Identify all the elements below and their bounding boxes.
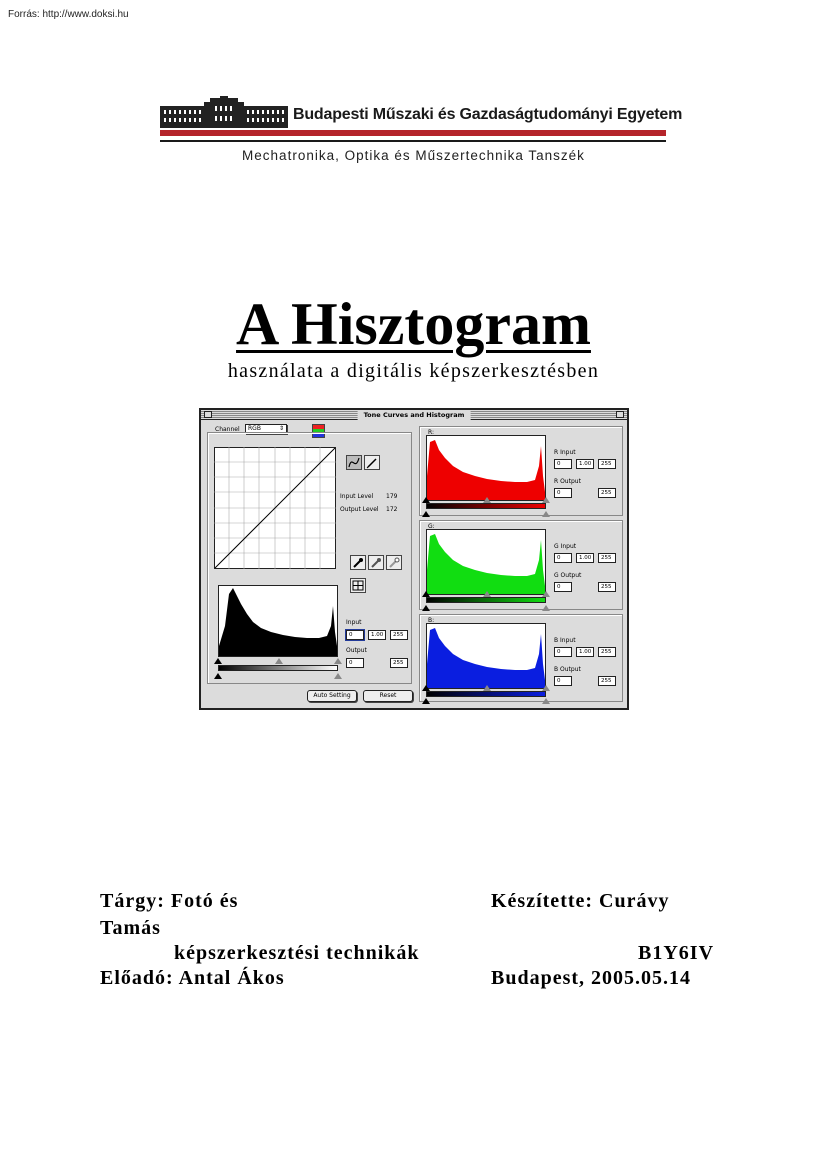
channel-output-black-field[interactable]: 0 [554,488,572,498]
output-gradient-bar [218,665,338,671]
black-point-dropper[interactable] [350,555,366,570]
output-white-slider[interactable] [334,673,342,679]
author-line-2: Tamás [100,917,161,939]
histogram-gray-slider[interactable] [275,658,283,664]
channel-output-label: G Output [554,572,582,579]
university-building-logo [160,96,288,128]
channel-output-black-field[interactable]: 0 [554,582,572,592]
channel-input-white-field[interactable]: 255 [598,553,616,563]
channel-panel [419,614,623,702]
channel-input-black-field[interactable]: 0 [554,459,572,469]
output-level-value: 172 [386,506,398,513]
histogram-white-slider[interactable] [334,658,342,664]
source-note: Forrás: http://www.doksi.hu [8,9,129,20]
channel-input-gamma-field[interactable]: 1.00 [576,647,594,657]
pencil-icon [365,456,379,469]
channel-panel-label: G: [428,523,435,530]
output-black-field[interactable]: 0 [346,658,364,668]
channel-gradient-bar [426,691,546,697]
grid-icon [351,579,365,592]
channel-output-black-slider[interactable] [422,511,430,517]
channel-output-white-field[interactable]: 255 [598,488,616,498]
channel-select-value: RGB [248,425,261,432]
eyedropper-white-icon [387,556,401,569]
channel-input-label: B Input [554,637,576,644]
window-title-bar [201,410,627,420]
channel-gradient-bar [426,597,546,603]
channel-output-black-slider[interactable] [422,698,430,704]
gray-point-dropper[interactable] [368,555,384,570]
channel-panel [419,520,623,610]
university-name: Budapesti Műszaki és Gazdaságtudományi Egyetem [293,106,683,123]
header-divider [160,140,666,142]
document-subtitle: használata a digitális képszerkesztésben [227,360,600,382]
document-title [0,290,827,359]
input-black-field[interactable]: 0 [346,630,364,640]
channel-input-gamma-field[interactable]: 1.00 [576,459,594,469]
channel-output-label: R Output [554,478,581,485]
subject-line-1: Tárgy: Fotó és [100,890,239,912]
channel-panel-label: R: [428,429,435,436]
department-name: Mechatronika, Optika és Műszertechnika Tanszék [242,148,585,163]
channel-output-black-slider[interactable] [422,605,430,611]
channel-output-black-field[interactable]: 0 [554,676,572,686]
output-black-slider[interactable] [214,673,222,679]
auto-setting-button[interactable]: Auto Setting [307,690,357,702]
reset-button[interactable]: Reset [363,690,413,702]
document-title-text: A Hisztogram [236,291,591,357]
channel-label: Channel [215,426,240,433]
eyedropper-gray-icon [369,556,383,569]
window-close-box[interactable] [204,411,212,418]
channel-gradient-bar [426,503,546,509]
tone-curve-graph[interactable] [214,447,336,569]
channel-input-white-field[interactable]: 255 [598,647,616,657]
pencil-tool-button[interactable] [364,455,380,470]
channel-panel-label: B: [428,617,435,624]
channel-histogram [426,435,546,501]
window-title: Tone Curves and Histogram [358,410,471,420]
university-header [160,96,683,148]
curve-icon [347,456,361,469]
channel-input-black-field[interactable]: 0 [554,553,572,563]
channel-input-black-field[interactable]: 0 [554,647,572,657]
channel-input-label: R Input [554,449,576,456]
author-line-1: Készítette: Curávy [491,890,670,912]
channel-output-white-slider[interactable] [542,511,550,517]
input-level-value: 179 [386,493,398,500]
tone-curves-window [199,408,629,710]
channel-output-white-field[interactable]: 255 [598,582,616,592]
curve-panel [207,432,412,684]
output-white-field[interactable]: 255 [390,658,408,668]
input-gamma-field[interactable]: 1.00 [368,630,386,640]
channel-input-label: G Input [554,543,577,550]
white-point-dropper[interactable] [386,555,402,570]
channel-output-label: B Output [554,666,581,673]
channel-input-gamma-field[interactable]: 1.00 [576,553,594,563]
channel-output-white-slider[interactable] [542,605,550,611]
input-label: Input [346,619,362,626]
channel-input-white-field[interactable]: 255 [598,459,616,469]
window-zoom-box[interactable] [616,411,624,418]
channel-output-white-field[interactable]: 255 [598,676,616,686]
student-code: B1Y6IV [638,942,715,964]
input-white-field[interactable]: 255 [390,630,408,640]
grid-toggle-button[interactable] [350,578,366,593]
channel-histogram [426,623,546,689]
input-level-label: Input Level [340,493,374,500]
output-label: Output [346,647,367,654]
channel-histogram [426,529,546,595]
header-red-bar [160,130,666,136]
subject-line-2: képszerkesztési technikák [174,942,420,964]
channel-output-white-slider[interactable] [542,698,550,704]
eyedropper-black-icon [351,556,365,569]
channel-panel [419,426,623,516]
place-date: Budapest, 2005.05.14 [491,967,692,989]
rgb-histogram [218,585,338,657]
curve-tool-button[interactable] [346,455,362,470]
histogram-black-slider[interactable] [214,658,222,664]
select-arrows-icon: ⇕ [278,425,284,432]
lecturer: Előadó: Antal Ákos [100,967,285,989]
output-level-label: Output Level [340,506,379,513]
